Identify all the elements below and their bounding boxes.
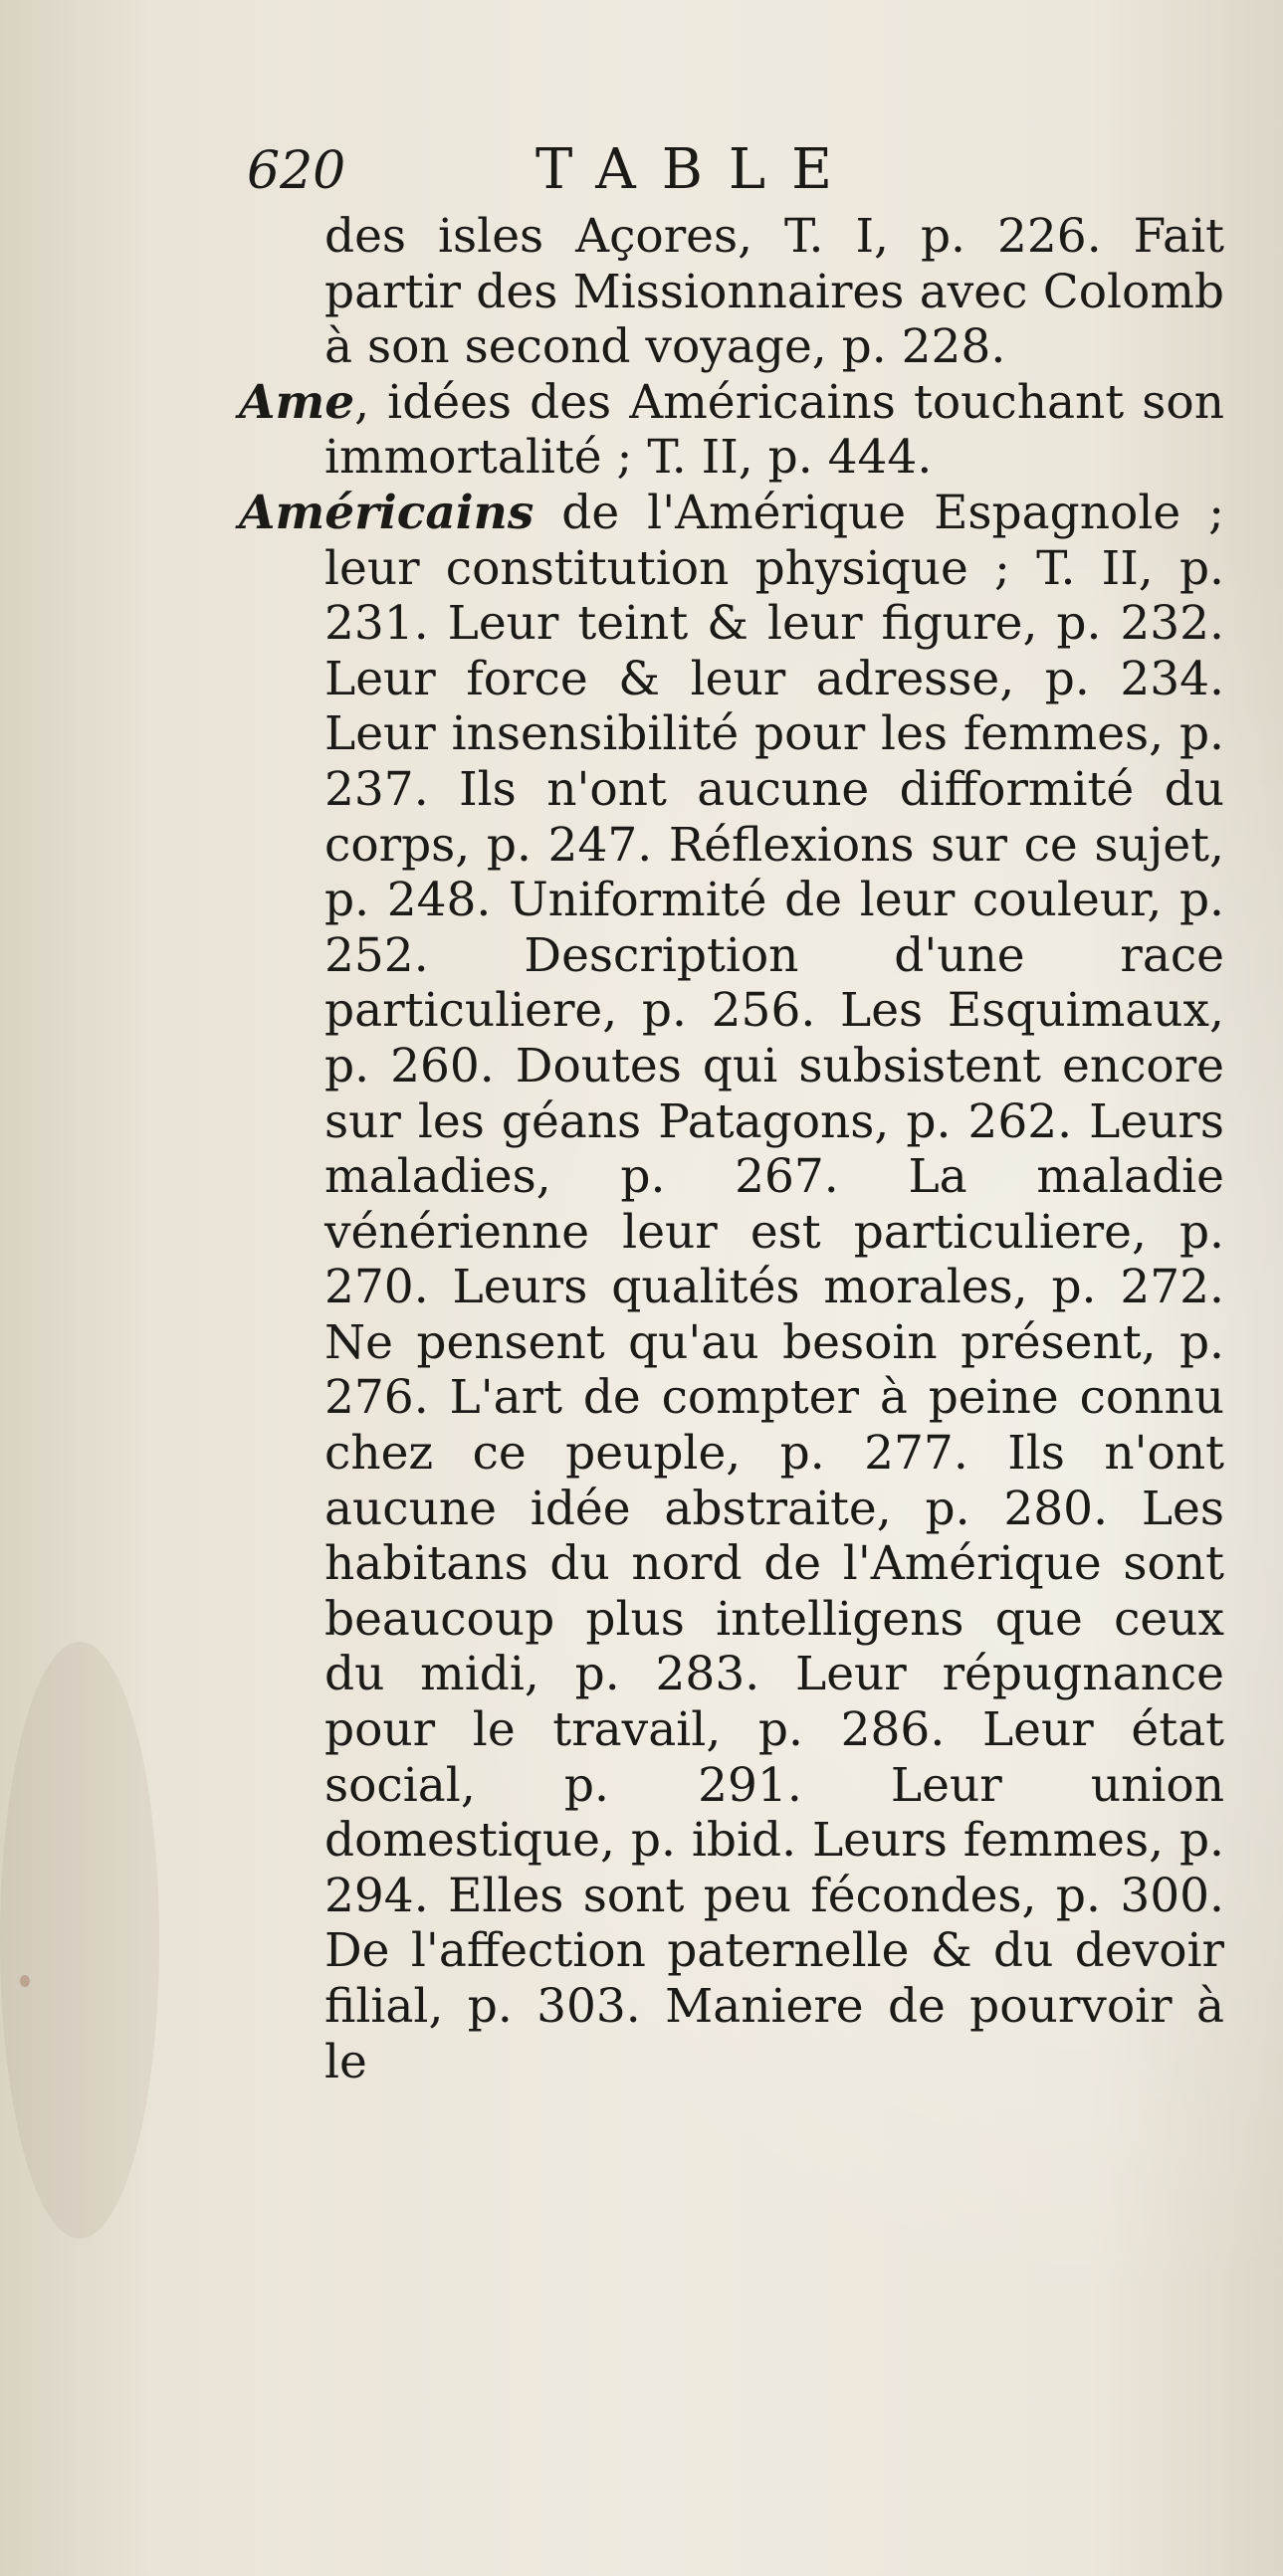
index-entry: [239, 375, 1224, 486]
page-number: 620: [247, 141, 346, 201]
entry-text: , idées des Américains touchant son immortalité ; T. II, p. 444.: [324, 374, 1224, 486]
page-header: [247, 131, 1202, 211]
running-title: TABLE: [535, 137, 858, 202]
paper-stain: [0, 1642, 159, 2239]
paper-stain: [20, 1975, 30, 1987]
entry-text: des isles Açores, T. I, p. 226. Fait partir des Missionnaires avec Colomb à son second voyage, p. 228.: [324, 209, 1224, 375]
entry-headword: Américains: [239, 485, 535, 540]
entry-text: de l'Amérique Espagnole ; leur constitution physique ; T. II, p. 231. Leur teint & leur figure, p. 232. Leur force & leur adresse, p. 234. Leur insensibilité pour les femmes, p. 237. Ils n'ont aucune difformité du corps, p. 247. Réflexions sur ce sujet, p. 248. Uniformité de leur couleur, p. 252. Description d'une race particuliere, p. 256. Les Esquimaux, p. 260. Doutes qui subsistent encore sur les géans Patagons, p. 262. Leurs maladies, p. 267. La maladie vénérienne leur est particuliere, p. 270. Leurs qualités morales, p. 272. Ne pensent qu'au besoin présent, p. 276. L'art de compter à peine connu chez ce peuple, p. 277. Ils n'ont aucune idée abstraite, p. 280. Les habitans du nord de l'Amérique sont beaucoup plus intelligens que ceux du midi, p. 283. Leur répugnance pour le travail, p. 286. Leur état social, p. 291. Leur union domestique, p. ibid. Leurs femmes, p. 294. Elles sont peu fécondes, p. 300. De l'affection paternelle & du devoir filial, p. 303. Maniere de pourvoir à le: [324, 485, 1224, 2089]
index-entries: [239, 209, 1224, 2089]
entry-headword: Ame: [239, 374, 355, 430]
index-entry: [239, 486, 1224, 2089]
index-entry: [239, 209, 1224, 375]
